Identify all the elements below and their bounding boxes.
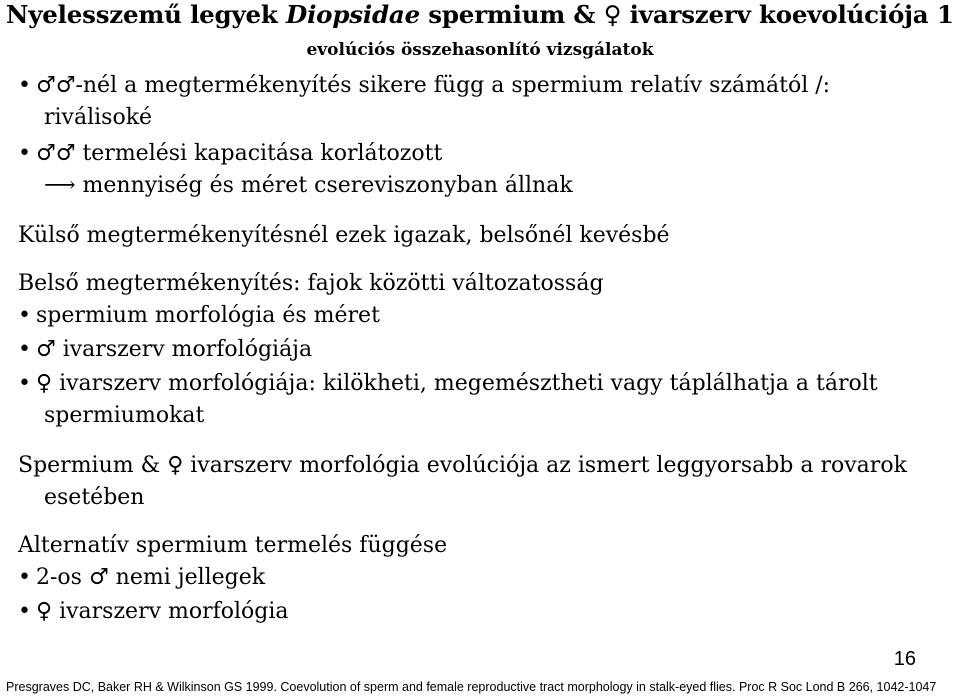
list-item-continuation <box>18 104 152 132</box>
slide-subtitle: evolúciós összehasonlító vizsgálatok <box>306 40 654 60</box>
list-item <box>18 598 289 626</box>
list-item <box>18 302 380 330</box>
title-post: spermium & ♀ ivarszerv koevolúciója 1 <box>419 0 954 29</box>
section-heading <box>18 532 447 560</box>
page-number: 16 <box>893 648 916 670</box>
bullet: • <box>18 371 31 396</box>
bullet: • <box>18 141 31 166</box>
bullet: • <box>18 337 31 362</box>
list-item <box>18 140 442 168</box>
list-item-text: ♂ ivarszerv morfológiája <box>36 337 313 362</box>
list-item-continuation <box>18 172 573 200</box>
section-heading-text: Alternatív spermium termelés függése <box>18 533 448 558</box>
section-heading-text: Belső megtermékenyítés: fajok közötti változatosság <box>18 271 604 296</box>
paragraph-continuation <box>18 484 144 512</box>
list-item-text: ⟶ mennyiség és méret csereviszonyban állnak <box>44 173 573 198</box>
slide-title <box>6 0 954 29</box>
paragraph-text: esetében <box>44 485 145 510</box>
title-pre: Nyelesszemű legyek <box>6 0 287 29</box>
paragraph <box>18 222 670 250</box>
list-item-text: spermium morfológia és méret <box>36 303 380 328</box>
list-item-text: 2-os ♂ nemi jellegek <box>36 565 266 590</box>
bullet: • <box>18 565 31 590</box>
paragraph-text: Spermium & ♀ ivarszerv morfológia evolúciója az ismert leggyorsabb a rovarok <box>18 453 907 478</box>
list-item-text: ♂♂ termelési kapacitása korlátozott <box>36 141 443 166</box>
list-item-text: spermiumokat <box>44 403 205 428</box>
paragraph <box>18 452 907 480</box>
title-italic-taxon: Diopsidae <box>286 0 420 29</box>
list-item-text: ♂♂-nél a megtermékenyítés sikere függ a spermium relatív számától /: <box>36 73 831 98</box>
bullet: • <box>18 599 31 624</box>
footer-citation: Presgraves DC, Baker RH & Wilkinson GS 1999. Coevolution of sperm and female reproductive tract morphology in stalk-eyed flies. Proc R Soc Lond B 266, 1042-1047 <box>6 680 937 694</box>
list-item <box>18 370 878 398</box>
bullet: • <box>18 73 31 98</box>
list-item <box>18 564 265 592</box>
bullet: • <box>18 303 31 328</box>
list-item-text: ♀ ivarszerv morfológiája: kilökheti, megemésztheti vagy táplálhatja a tárolt <box>36 371 878 396</box>
list-item <box>18 72 830 100</box>
list-item-text: riválisoké <box>44 105 153 130</box>
section-heading <box>18 270 604 298</box>
paragraph-text: Külső megtermékenyítésnél ezek igazak, belsőnél kevésbé <box>18 223 670 248</box>
list-item-text: ♀ ivarszerv morfológia <box>36 599 289 624</box>
list-item-continuation <box>18 402 204 430</box>
list-item <box>18 336 312 364</box>
